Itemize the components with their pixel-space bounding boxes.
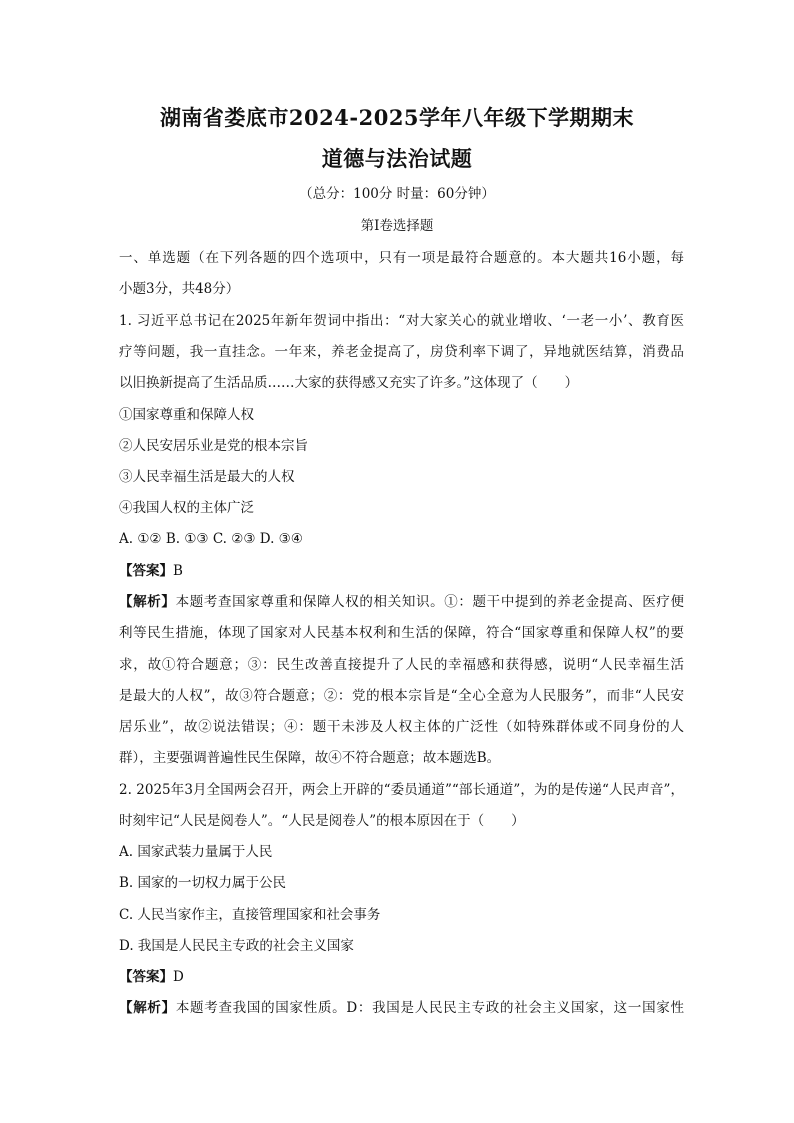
q2-option-b: B. 国家的一切权力属于公民 bbox=[119, 875, 287, 891]
q2-answer bbox=[119, 967, 684, 987]
q1-analysis-line6: 群），主要强调普遍性民生保障，故④不符合题意；故本题选B。 bbox=[119, 750, 501, 766]
q1-stem-line2: 疗等问题，我一直挂念。一年来，养老金提高了，房贷利率下调了，异地就医结算，消费品 bbox=[119, 344, 684, 360]
exam-title-line1: 湖南省娄底市2024-2025学年八年级下学期期末 bbox=[159, 105, 635, 130]
q1-option-3: ③人民幸福生活是最大的人权 bbox=[119, 469, 295, 485]
q1-analysis-line5: 居乐业”，故②说法错误；④：题干未涉及人权主体的广泛性（如特殊群体或不同身份的人 bbox=[119, 719, 684, 735]
q1-analysis-text1: 本题考查国家尊重和保障人权的相关知识。①：题干中提到的养老金提高、医疗便 bbox=[175, 594, 684, 610]
q2-option-a: A. 国家武装力量属于人民 bbox=[119, 844, 273, 860]
q2-analysis-line1 bbox=[119, 998, 684, 1018]
q1-answer-value: B bbox=[173, 563, 183, 579]
q2-stem-line1: 2. 2025年3月全国两会召开，两会上开辟的“委员通道”“部长通道”，为的是传递“人民声音”， bbox=[119, 782, 684, 798]
q1-analysis-line1 bbox=[119, 592, 684, 612]
q2-answer-value: D bbox=[173, 969, 184, 985]
q2-answer-label: 【答案】 bbox=[119, 969, 173, 985]
q1-analysis-line2: 利等民生措施，体现了国家对人民基本权利和生活的保障，符合“国家尊重和保障人权”的要 bbox=[119, 625, 684, 641]
q1-option-2: ②人民安居乐业是党的根本宗旨 bbox=[119, 438, 308, 454]
q1-analysis-line4: 是最大的人权”，故③符合题意；②：党的根本宗旨是“全心全意为人民服务”，而非“人民安 bbox=[119, 688, 684, 704]
q2-analysis-label: 【解析】 bbox=[119, 1000, 176, 1016]
q1-analysis-label: 【解析】 bbox=[119, 594, 176, 610]
q1-option-4: ④我国人权的主体广泛 bbox=[119, 500, 254, 516]
q2-option-c: C. 人民当家作主，直接管理国家和社会事务 bbox=[119, 907, 381, 923]
exam-meta: （总分：100分 时量：60分钟） bbox=[299, 186, 495, 202]
part1-intro-line1: 一、单选题（在下列各题的四个选项中，只有一项是最符合题意的。本大题共16小题，每 bbox=[119, 250, 684, 266]
q1-answer bbox=[119, 561, 684, 581]
q2-analysis-text1: 本题考查我国的国家性质。D：我国是人民民主专政的社会主义国家，这一国家性 bbox=[175, 1000, 684, 1016]
exam-title-line2: 道德与法治试题 bbox=[321, 146, 473, 171]
q1-stem-line3: 以旧换新提高了生活品质……大家的获得感又充实了许多。”这体现了（ ） bbox=[119, 375, 579, 391]
q2-stem-line2: 时刻牢记“人民是阅卷人”。“人民是阅卷人”的根本原因在于（ ） bbox=[119, 813, 525, 829]
section-heading: 第I卷选择题 bbox=[360, 218, 434, 234]
q1-option-1: ①国家尊重和保障人权 bbox=[119, 407, 254, 423]
q1-stem-line1: 1. 习近平总书记在2025年新年贺词中指出：“对大家关心的就业增收、‘一老一小’、教育医 bbox=[119, 313, 684, 329]
q1-choices: A. ①② B. ①③ C. ②③ D. ③④ bbox=[119, 531, 303, 547]
q2-option-d: D. 我国是人民民主专政的社会主义国家 bbox=[119, 938, 354, 954]
part1-intro-line2: 小题3分，共48分） bbox=[119, 281, 240, 297]
q1-analysis-line3: 求，故①符合题意；③：民生改善直接提升了人民的幸福感和获得感，说明“人民幸福生活 bbox=[119, 657, 684, 673]
q1-answer-label: 【答案】 bbox=[119, 563, 173, 579]
